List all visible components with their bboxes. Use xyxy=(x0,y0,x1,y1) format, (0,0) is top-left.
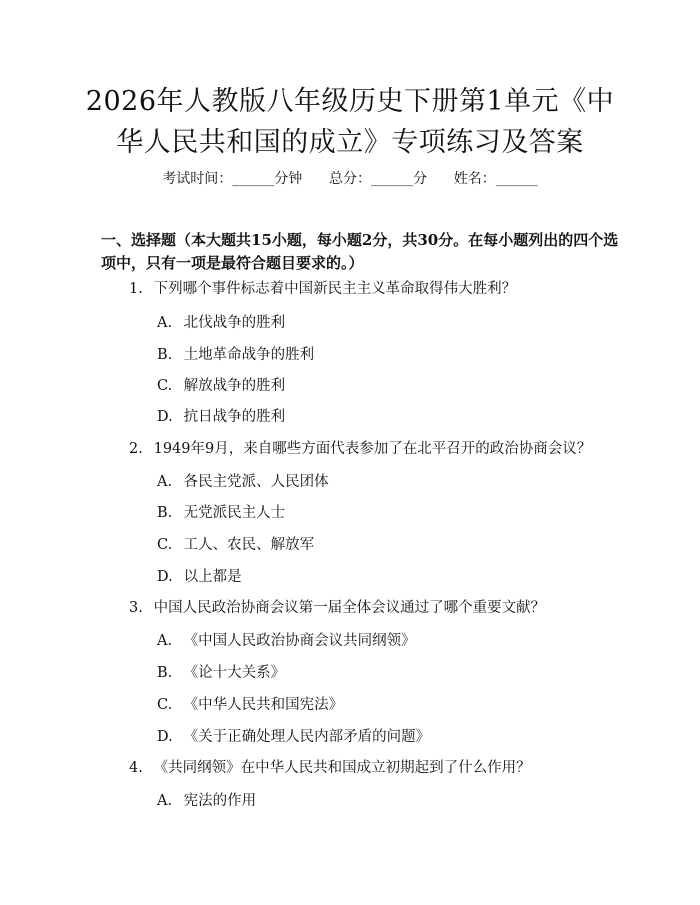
question-3-option-c[interactable] xyxy=(157,695,343,715)
question-text: 下列哪个事件标志着中国新民主主义革命取得伟大胜利？ xyxy=(153,281,517,297)
question-text: 中国人民政治协商会议第一届全体会议通过了哪个重要文献？ xyxy=(153,600,546,616)
option-letter: C. xyxy=(157,537,173,553)
question-3-option-d[interactable] xyxy=(157,727,430,747)
question-1-option-b[interactable] xyxy=(157,345,314,365)
option-text: 北伐战争的胜利 xyxy=(183,315,286,331)
option-text: 各民主党派、人民团体 xyxy=(183,474,329,490)
question-3-option-b[interactable] xyxy=(157,663,285,683)
option-letter: A. xyxy=(157,315,173,331)
option-text: 土地革命战争的胜利 xyxy=(183,347,315,363)
option-letter: C. xyxy=(157,697,173,713)
option-text: 工人、农民、解放军 xyxy=(183,537,315,553)
option-text: 《论十大关系》 xyxy=(183,665,286,681)
question-2-option-d[interactable] xyxy=(157,567,242,587)
question-2-option-a[interactable] xyxy=(157,472,329,492)
question-2-option-b[interactable] xyxy=(157,503,285,523)
option-letter: A. xyxy=(157,633,173,649)
option-letter: B. xyxy=(157,505,173,521)
option-text: 宪法的作用 xyxy=(183,793,257,809)
section-heading-line-2: 项中，只有一项是最符合题目要求的。） xyxy=(101,254,364,272)
question-4 xyxy=(129,758,531,778)
section-heading-line-1: 一、选择题（本大题共15小题，每小题2分，共30分。在每小题列出的四个选 xyxy=(101,231,619,249)
question-1-option-c[interactable] xyxy=(157,376,285,396)
option-text: 《中华人民共和国宪法》 xyxy=(183,697,344,713)
question-text: 1949年9月，来自哪些方面代表参加了在北平召开的政治协商会议？ xyxy=(153,441,592,457)
question-text: 《共同纲领》在中华人民共和国成立初期起到了什么作用？ xyxy=(153,760,531,776)
question-number: 4. xyxy=(129,760,143,776)
question-1-option-d[interactable] xyxy=(157,407,285,427)
option-text: 无党派民主人士 xyxy=(183,505,286,521)
question-1 xyxy=(129,279,516,299)
option-letter: D. xyxy=(157,569,173,585)
exam-info-line: 考试时间：______分钟 总分：______分 姓名：______ xyxy=(162,171,538,187)
question-2 xyxy=(129,439,591,459)
question-2-option-c[interactable] xyxy=(157,535,314,555)
question-3-option-a[interactable] xyxy=(157,631,416,651)
question-3 xyxy=(129,598,545,618)
question-number: 3. xyxy=(129,600,143,616)
option-text: 《中国人民政治协商会议共同纲领》 xyxy=(183,633,416,649)
option-text: 抗日战争的胜利 xyxy=(183,409,286,425)
option-text: 《关于正确处理人民内部矛盾的问题》 xyxy=(183,729,431,745)
option-text: 以上都是 xyxy=(183,569,242,585)
option-letter: A. xyxy=(157,474,173,490)
question-4-option-a[interactable] xyxy=(157,791,256,811)
option-letter: D. xyxy=(157,729,173,745)
option-letter: A. xyxy=(157,793,173,809)
question-number: 2. xyxy=(129,441,143,457)
option-letter: B. xyxy=(157,665,173,681)
question-number: 1. xyxy=(129,281,143,297)
question-1-option-a[interactable] xyxy=(157,313,285,333)
option-letter: D. xyxy=(157,409,173,425)
option-letter: B. xyxy=(157,347,173,363)
page-title-line-1: 2026年人教版八年级历史下册第1单元《中 xyxy=(85,86,615,117)
option-letter: C. xyxy=(157,378,173,394)
option-text: 解放战争的胜利 xyxy=(183,378,286,394)
page-title-line-2: 华人民共和国的成立》专项练习及答案 xyxy=(116,127,584,158)
